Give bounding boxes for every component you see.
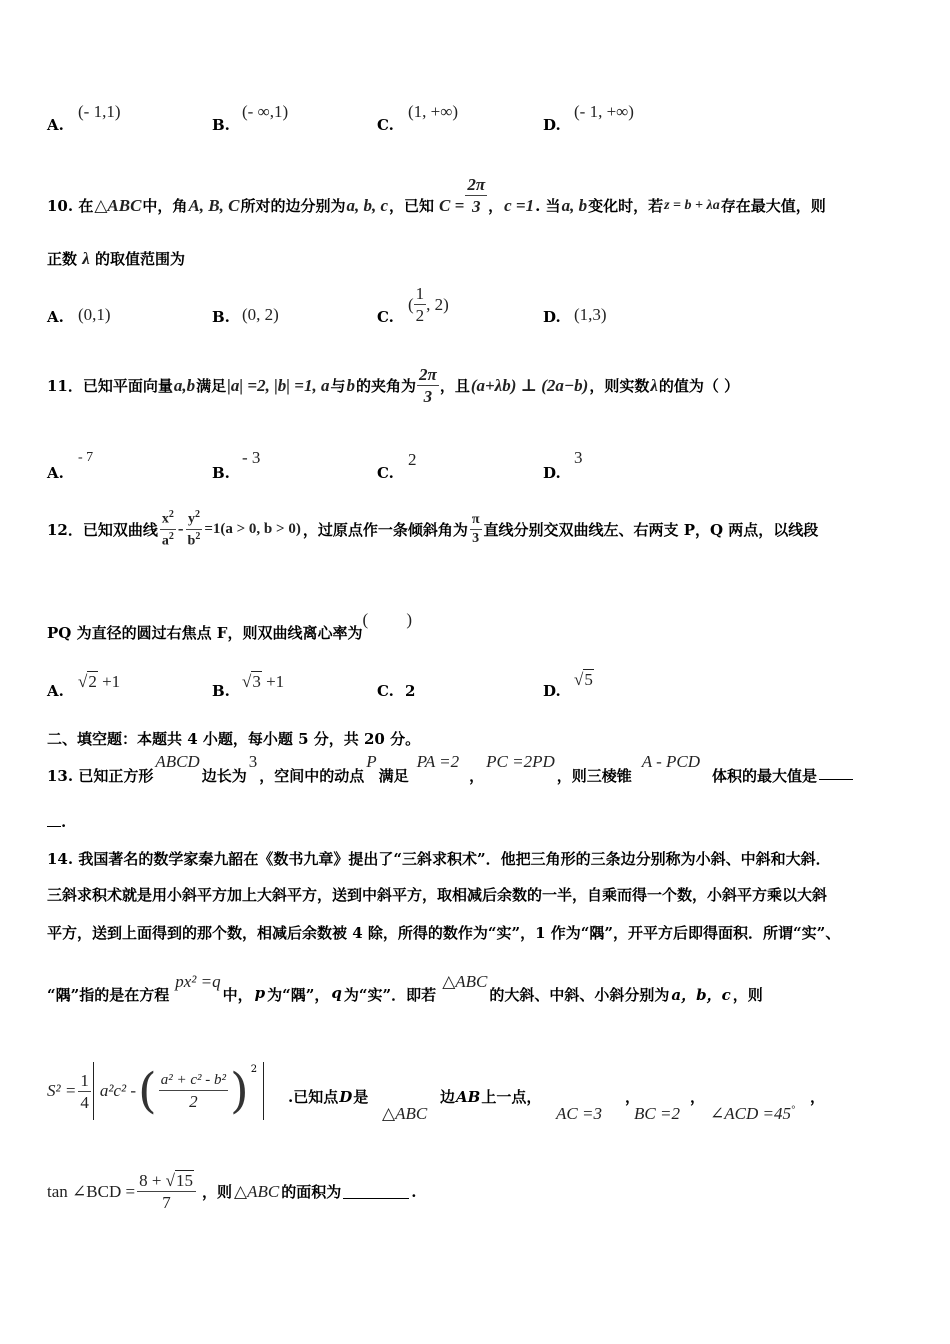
q12-number: 12．已知双曲线 xyxy=(47,520,158,539)
q11-angle-num: 2π xyxy=(419,365,437,384)
q10-number: 10. 在 xyxy=(47,197,94,215)
q9-option-a: (- 1,1) xyxy=(78,102,121,121)
q10-text: ，已知 xyxy=(389,197,435,215)
q14-four: 4 xyxy=(80,1092,89,1112)
q14-ab: AB xyxy=(456,1088,481,1106)
q14-text: 为“实”．即若 xyxy=(343,986,437,1004)
q13-text: 边长为 xyxy=(201,767,247,785)
q10-option-c-letter: C. xyxy=(377,308,394,326)
q10-triangle: △ABC xyxy=(94,195,142,215)
q9-option-d-letter: D. xyxy=(543,116,561,134)
q14-line6 xyxy=(47,1172,416,1211)
q14-tan-fraction: $\frac{8 + √15}{7}$ xyxy=(137,1172,196,1211)
q14-text: ，则 xyxy=(732,986,763,1004)
q11-angle-den: 3 xyxy=(423,387,433,406)
q12-option-a: √2 +1 xyxy=(78,672,121,691)
q9-option-b-letter: B. xyxy=(212,116,230,134)
q11-angle-fraction xyxy=(417,366,439,405)
q14-line4 xyxy=(47,972,763,1005)
q12-x-fraction: $\frac{x^2}{a^2}$ xyxy=(161,509,174,549)
q13-pc: PC =2PD xyxy=(486,752,555,771)
q10-option-c-rest: , 2) xyxy=(426,294,449,314)
q10-z: z = b + λa xyxy=(664,197,720,213)
q14-tan-den: 7 xyxy=(162,1193,171,1212)
q14-ac: AC =3 xyxy=(556,1104,602,1123)
section-2-heading: 二、填空题：本题共 4 小题，每小题 5 分，共 20 分。 xyxy=(47,730,421,748)
q12-pi: π xyxy=(470,513,482,530)
q11-text: ，则实数 xyxy=(589,377,650,395)
q11-option-c-letter: C. xyxy=(377,464,394,482)
q12-option-b-letter: B. xyxy=(212,682,230,700)
q12-option-d-letter: D. xyxy=(543,682,561,700)
q11-text: 的值为（ ） xyxy=(658,377,740,395)
q12-pi-fraction xyxy=(470,513,482,546)
q14-text: 的大斜、中斜、小斜分别为 xyxy=(489,986,670,1004)
q10-option-d-letter: D. xyxy=(543,308,561,326)
q10-option-a-letter: A. xyxy=(47,308,64,326)
q14-text: 上一点， xyxy=(481,1088,542,1106)
q13-abcd: ABCD xyxy=(155,752,200,771)
q12-option-a-letter: A. xyxy=(47,682,64,700)
q9-option-c-letter: C. xyxy=(377,116,394,134)
q10-option-c-paren: ( xyxy=(408,294,414,314)
q12-x: x xyxy=(161,511,169,527)
q10-lambda: λ xyxy=(82,249,90,268)
q12-line1 xyxy=(47,510,818,548)
q14-a2c2: a²c² - xyxy=(99,1081,136,1100)
q12-option-c-letter: C. xyxy=(377,682,394,700)
q10-text: 存在最大值，则 xyxy=(720,197,826,215)
q10-c-value: c =1 xyxy=(504,195,535,215)
q13-p: P xyxy=(366,752,377,771)
q11-text: 的夹角为 xyxy=(356,377,417,395)
q14-triangle-3: △ABC xyxy=(234,1181,280,1201)
q13-text: 满足 xyxy=(378,767,409,785)
q12-text: PQ 为直径的圆过右焦点 F，则双曲线离心率为 xyxy=(47,624,363,642)
q12-option-d: √5 xyxy=(574,670,593,689)
q14-bc: BC =2 xyxy=(634,1104,680,1123)
q11-option-a: - 7 xyxy=(78,450,94,465)
q11-option-b-letter: B. xyxy=(212,464,230,482)
q11-condition: |a| =2, |b| =1, a xyxy=(227,375,330,395)
q14-comma-1: ， xyxy=(625,1088,641,1106)
q11-b: b xyxy=(346,375,356,395)
q12-option-b-radicand: 3 xyxy=(252,672,261,691)
q12-three: 3 xyxy=(472,530,480,546)
q11-option-b: - 3 xyxy=(242,448,261,467)
q10-angles: A, B, C xyxy=(188,195,240,215)
q13-text: ，则三棱锥 xyxy=(556,767,632,785)
q12-option-a-radicand: 2 xyxy=(88,672,97,691)
q12-answer-paren: ( ) xyxy=(362,610,413,629)
q14-one: 1 xyxy=(80,1070,89,1090)
q13-number: 13. 已知正方形 xyxy=(47,767,154,785)
q14-s2: S² = xyxy=(47,1081,77,1100)
q12-line2 xyxy=(47,610,412,643)
q10-option-a: (0,1) xyxy=(78,305,111,324)
q14-text: 中， xyxy=(222,986,253,1004)
q12-option-a-rest: +1 xyxy=(97,672,121,691)
q14-comma-2: ， xyxy=(690,1088,706,1106)
q12-minus: - xyxy=(177,519,184,539)
q13-answer-blank-cont[interactable] xyxy=(47,812,61,827)
q14-d: D xyxy=(339,1088,353,1106)
q11-ab: a,b xyxy=(173,375,196,395)
q10-option-c xyxy=(408,285,449,324)
q14-inner-num: a² + c² - b² xyxy=(159,1073,228,1091)
q14-degree: ° xyxy=(790,1104,795,1116)
q10-c-num: 2π xyxy=(467,175,486,194)
q10-text: 所对的边分别为 xyxy=(240,197,346,215)
q14-text: 为“隅”， xyxy=(267,986,330,1004)
q12-text: ，过原点作一条倾斜角为 xyxy=(302,520,468,539)
q14-line1: 14. 我国著名的数学家秦九韶在《数书九章》提出了“三斜求积术”．他把三角形的三条边分别称为小斜、中斜和大斜． xyxy=(47,850,831,868)
q10-text: . 当 xyxy=(535,197,561,215)
q12-y-fraction: $\frac{y^2}{b^2}$ xyxy=(187,509,201,549)
q11-perpendicular: (a+λb) ⊥ (2a−b) xyxy=(470,375,589,395)
q12-a: a xyxy=(161,533,169,549)
q14-end: . xyxy=(411,1182,417,1201)
q10-text: 中，角 xyxy=(142,197,188,215)
q10-text: 正数 xyxy=(47,250,78,268)
q14-triangle-2: △ABC xyxy=(382,1104,428,1123)
q11-text: 满足 xyxy=(196,377,227,395)
q13-text: 体积的最大值是 xyxy=(712,767,818,785)
q9-option-b: (- ∞,1) xyxy=(242,102,289,121)
q14-p: p xyxy=(254,984,266,1002)
q10-option-d: (1,3) xyxy=(574,305,607,324)
q14-triangle: △ABC xyxy=(442,972,488,991)
q14-q: q xyxy=(331,984,342,1002)
q11-line1 xyxy=(47,366,739,405)
q13-text: ，空间中的动点 xyxy=(259,767,365,785)
q11-lambda: λ xyxy=(650,375,658,395)
q12-option-d-radicand: 5 xyxy=(584,670,593,689)
q9-option-c: (1, +∞) xyxy=(408,102,459,121)
q14-line5 xyxy=(288,1086,368,1107)
q14-answer-blank[interactable] xyxy=(343,1184,409,1199)
q10-option-c-den: 2 xyxy=(415,306,425,325)
q14-acd xyxy=(710,1104,795,1124)
q14-equation-px: px² =q xyxy=(175,972,221,991)
q9-option-d: (- 1, +∞) xyxy=(574,102,634,121)
q13-end: . xyxy=(61,813,67,831)
q12-b: b xyxy=(187,533,196,549)
q13-pa: PA =2 xyxy=(416,752,460,771)
q10-c-fraction xyxy=(465,176,487,215)
q11-number: 11．已知平面向量 xyxy=(47,377,173,395)
q14-text: ，则 xyxy=(202,1183,233,1201)
q10-c-den: 3 xyxy=(471,197,481,216)
q14-text: .已知点 xyxy=(288,1088,339,1106)
q12-y: y xyxy=(187,511,195,527)
q11-text: ，且 xyxy=(439,377,470,395)
q10-option-b: (0, 2) xyxy=(242,305,279,324)
q14-formula xyxy=(47,1062,264,1120)
q12-option-b: √3 +1 xyxy=(242,672,285,691)
q13-apcd: A - PCD xyxy=(641,752,701,771)
q14-text: 边 xyxy=(440,1088,456,1106)
q10-line2 xyxy=(47,248,185,269)
q11-option-d: 3 xyxy=(574,448,583,467)
q10-text: ， xyxy=(488,197,504,215)
q13-line1 xyxy=(47,752,853,786)
q13-line2 xyxy=(47,812,66,831)
q14-abc-letters: a，b，c xyxy=(671,986,731,1004)
q14-line2: 三斜求积术就是用小斜平方加上大斜平方，送到中斜平方，取相减后余数的一半，自乘而得一个数，小斜平方乘以大斜 xyxy=(47,886,828,904)
q10-text: 变化时，若 xyxy=(588,197,664,215)
q11-option-d-letter: D. xyxy=(543,464,561,482)
q14-acd-text: ∠ACD =45 xyxy=(710,1104,791,1123)
q9-option-a-letter: A. xyxy=(47,116,64,134)
q10-c-eq: C = xyxy=(439,195,465,215)
q13-comma: ， xyxy=(469,767,485,785)
q14-line3: 平方，送到上面得到的那个数，相减后余数被 4 除，所得的数作为“实”，1 作为“隅”，开平方后即得面积．所谓“实”、 xyxy=(47,924,841,942)
q12-option-b-rest: +1 xyxy=(261,672,285,691)
q14-comma-3: ， xyxy=(810,1088,826,1106)
q14-two: 2 xyxy=(189,1091,198,1111)
q11-option-a-letter: A. xyxy=(47,464,64,482)
q14-line5b xyxy=(440,1086,541,1107)
q14-tan-radicand: 15 xyxy=(176,1171,193,1190)
q14-bracket: a²c² - ( $\frac{\text{a² + c² - b²}}{2}$ ) $^2$ xyxy=(93,1062,264,1120)
q12-option-c: 2 xyxy=(405,682,416,700)
q11-option-c: 2 xyxy=(408,450,417,469)
q10-option-c-num: 1 xyxy=(415,284,425,303)
q14-text: “隅”指的是在方程 xyxy=(47,986,170,1004)
q14-tan-num: 8 + xyxy=(139,1171,162,1190)
q14-text: 的面积为 xyxy=(281,1183,342,1201)
q10-text: 的取值范围为 xyxy=(95,250,186,268)
q12-text: 直线分别交双曲线左、右两支 P，Q 两点，以线段 xyxy=(483,520,819,539)
q12-equation-rest: =1(a > 0, b > 0) xyxy=(204,520,301,537)
q13-three: 3 xyxy=(248,752,258,771)
q14-text: 是 xyxy=(353,1088,369,1106)
q10-ab: a, b xyxy=(561,195,588,215)
q10-option-b-letter: B. xyxy=(212,308,230,326)
q10-sides: a, b, c xyxy=(346,195,389,215)
q13-answer-blank[interactable] xyxy=(819,765,853,780)
q11-text: 与 xyxy=(330,377,346,395)
q14-tan: tan ∠BCD = xyxy=(47,1181,136,1201)
